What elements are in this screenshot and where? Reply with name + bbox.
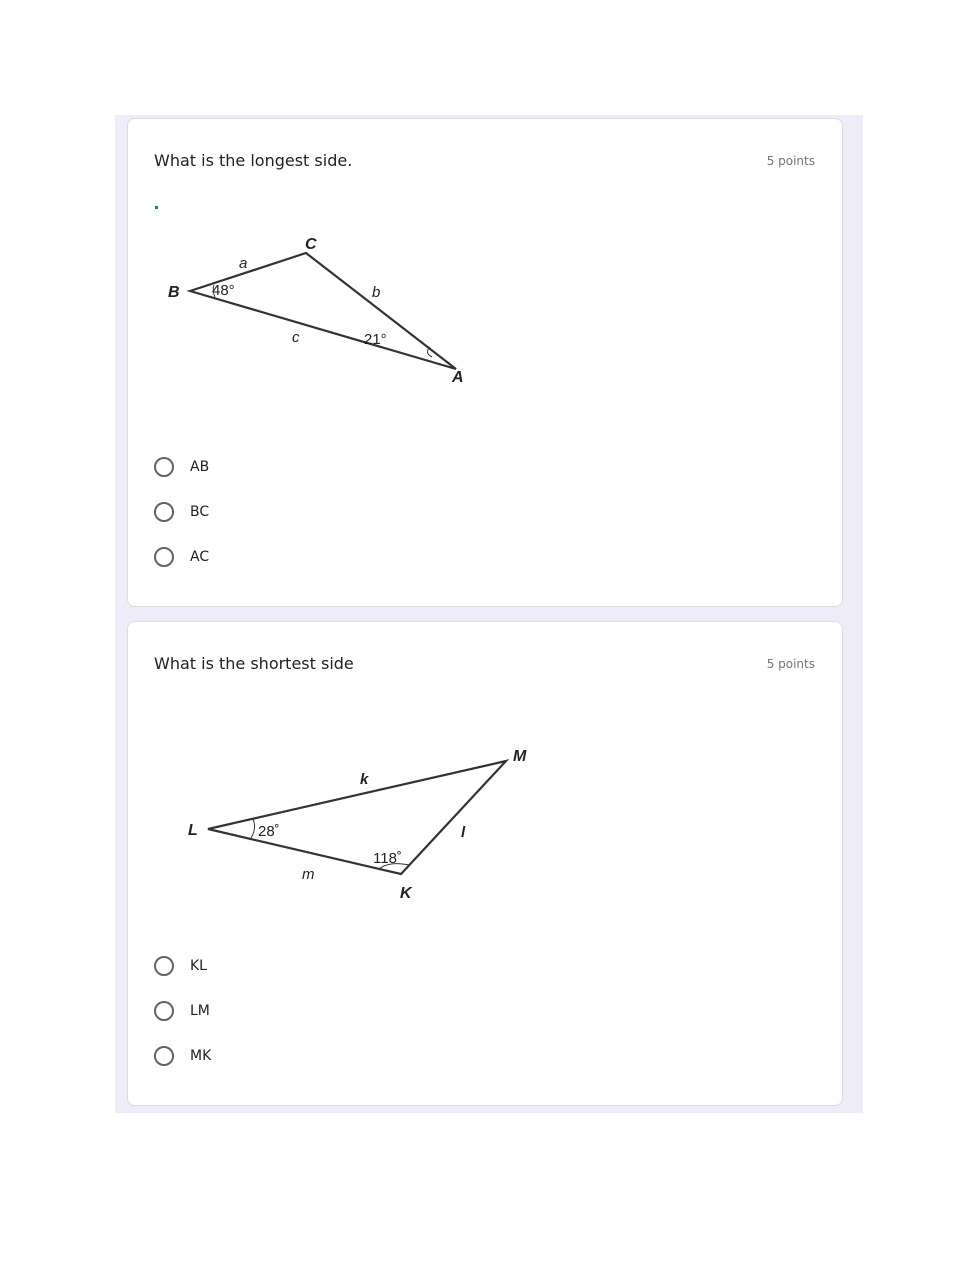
- question-card-1: [127, 118, 843, 607]
- angle-label-b: 48°: [212, 282, 235, 299]
- option-bc[interactable]: [154, 498, 209, 526]
- option-ab[interactable]: [154, 453, 209, 481]
- option-label: AC: [190, 549, 210, 565]
- angle-label-l: 28˚: [258, 823, 280, 840]
- option-label: MK: [190, 1048, 212, 1064]
- question-points: 5 points: [766, 657, 815, 671]
- radio-button[interactable]: [154, 956, 174, 976]
- image-marker: [155, 206, 158, 209]
- radio-button[interactable]: [154, 502, 174, 522]
- vertex-label-l: L: [188, 822, 198, 839]
- radio-button[interactable]: [154, 547, 174, 567]
- option-label: BC: [190, 504, 210, 520]
- angle-label-a: 21°: [364, 331, 387, 348]
- side-label-b: b: [372, 284, 381, 301]
- question-title: What is the shortest side: [154, 654, 354, 673]
- triangle-lmk: [208, 761, 506, 874]
- radio-button[interactable]: [154, 457, 174, 477]
- triangle-abc: [190, 253, 456, 369]
- vertex-label-m: M: [513, 748, 527, 765]
- option-kl[interactable]: [154, 952, 207, 980]
- triangle-lmk-figure: [183, 737, 543, 912]
- side-label-k: k: [360, 771, 369, 788]
- radio-button[interactable]: [154, 1001, 174, 1021]
- option-mk[interactable]: [154, 1042, 211, 1070]
- question-card-2: [127, 621, 843, 1106]
- vertex-label-c: C: [305, 236, 317, 253]
- vertex-label-a: A: [452, 369, 464, 386]
- option-label: LM: [190, 1003, 210, 1019]
- option-label: KL: [190, 958, 207, 974]
- side-label-c: c: [292, 329, 300, 346]
- side-label-l: l: [461, 824, 466, 841]
- side-label-m: m: [302, 866, 315, 883]
- question-points: 5 points: [766, 154, 815, 168]
- side-label-a: a: [239, 255, 248, 272]
- vertex-label-b: B: [168, 284, 180, 301]
- option-ac[interactable]: [154, 543, 209, 571]
- radio-button[interactable]: [154, 1046, 174, 1066]
- angle-label-k: 118˚: [373, 850, 402, 867]
- option-label: AB: [190, 459, 210, 475]
- option-lm[interactable]: [154, 997, 210, 1025]
- question-title: What is the longest side.: [154, 151, 353, 170]
- triangle-abc-figure: [168, 229, 478, 394]
- vertex-label-k: K: [400, 885, 412, 902]
- angle-arc-l: [251, 819, 255, 838]
